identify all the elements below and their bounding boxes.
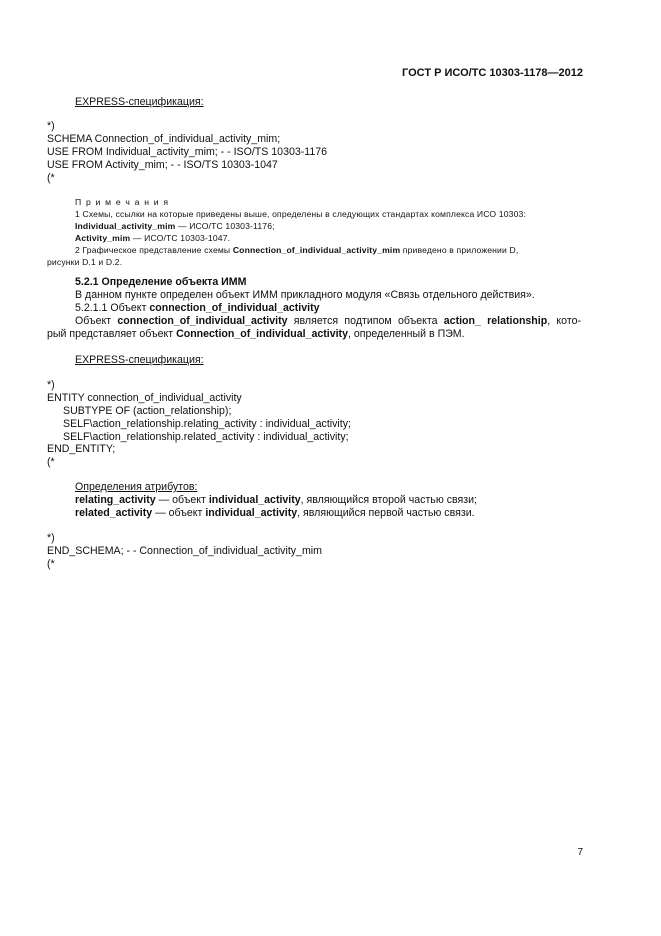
comment-close-marker: *) (47, 532, 55, 544)
note-reference (75, 221, 275, 232)
use-from-line: USE FROM Individual_activity_mim; - - ISO/TS 10303-1176 (47, 146, 328, 158)
attributes-label: Определения атрибутов: (75, 481, 198, 493)
entity-name: individual_activity (205, 507, 298, 519)
note-text: 2 Графическое представление схемы (75, 245, 233, 255)
entity-name: individual_activity (208, 494, 301, 506)
para-text: Объект (75, 315, 118, 327)
reference-text: — ИСО/ТС 10303-1176; (175, 221, 275, 231)
express-spec-label: EXPRESS-спецификация: (75, 96, 204, 108)
subsection-number: 5.2.1.1 Объект (75, 302, 150, 314)
note-item (75, 245, 518, 256)
para-text: , определенный в ПЭМ. (347, 328, 465, 340)
note-continuation: рисунки D.1 и D.2. (47, 257, 123, 267)
comment-open-marker: (* (47, 558, 55, 570)
attribute-definition (75, 507, 475, 520)
entity-declaration: ENTITY connection_of_individual_activity (47, 392, 242, 404)
end-schema: END_SCHEMA; - - Connection_of_individual_activity_mim (47, 545, 322, 557)
attribute-name: related_activity (75, 507, 153, 519)
attribute-text: — объект (155, 494, 209, 506)
section-paragraph: В данном пункте определен объект ИММ прикладного модуля «Связь отдельного действия». (75, 289, 535, 301)
note-reference (75, 233, 230, 244)
comment-open-marker: (* (47, 456, 55, 468)
entity-name: connection_of_individual_activity (149, 302, 320, 314)
note-item: 1 Схемы, ссылки на которые приведены выше, определены в следующих стандартах комплекса ИСО 10303: (75, 209, 526, 219)
schema-name: Activity_mim (75, 233, 131, 243)
schema-name: Connection_of_individual_activity_mim (232, 245, 401, 255)
para-text: рый представляет объект (47, 328, 177, 340)
entity-name: connection_of_individual_activity (117, 315, 288, 327)
standard-designation: ГОСТ Р ИСО/ТС 10303-1178—2012 (402, 67, 583, 79)
definition-paragraph (75, 315, 581, 328)
attribute-redeclaration: SELF\action_relationship.relating_activity : individual_activity; (63, 418, 351, 430)
use-from-line: USE FROM Activity_mim; - - ISO/TS 10303-1047 (47, 159, 278, 171)
attribute-text: , являющийся второй частью связи; (300, 494, 477, 506)
entity-name: Connection_of_individual_activity (176, 328, 348, 340)
section-heading: 5.2.1 Определение объекта ИММ (75, 276, 247, 288)
attribute-redeclaration: SELF\action_relationship.related_activity : individual_activity; (63, 431, 349, 443)
attribute-name: relating_activity (75, 494, 156, 506)
attribute-text: , являющийся первой частью связи. (297, 507, 475, 519)
subsection-heading (75, 302, 320, 315)
attribute-definition (75, 494, 477, 507)
attribute-text: — объект (152, 507, 206, 519)
subtype-clause: SUBTYPE OF (action_relationship); (63, 405, 232, 417)
para-text: , кото- (547, 315, 581, 327)
page-number: 7 (577, 847, 583, 858)
comment-open-marker: (* (47, 172, 55, 184)
end-entity: END_ENTITY; (47, 443, 116, 455)
comment-close-marker: *) (47, 379, 55, 391)
para-text: является подтипом объекта (287, 315, 444, 327)
reference-text: — ИСО/ТС 10303-1047. (130, 233, 231, 243)
express-spec-label: EXPRESS-спецификация: (75, 354, 204, 366)
schema-name: Individual_activity_mim (75, 221, 176, 231)
comment-close-marker: *) (47, 120, 55, 132)
entity-name: action_ relationship (443, 315, 548, 327)
notes-heading: П р и м е ч а н и я (75, 197, 170, 207)
schema-declaration: SCHEMA Connection_of_individual_activity_mim; (47, 133, 281, 145)
note-text: приведено в приложении D, (400, 245, 519, 255)
definition-paragraph-cont (47, 328, 465, 341)
